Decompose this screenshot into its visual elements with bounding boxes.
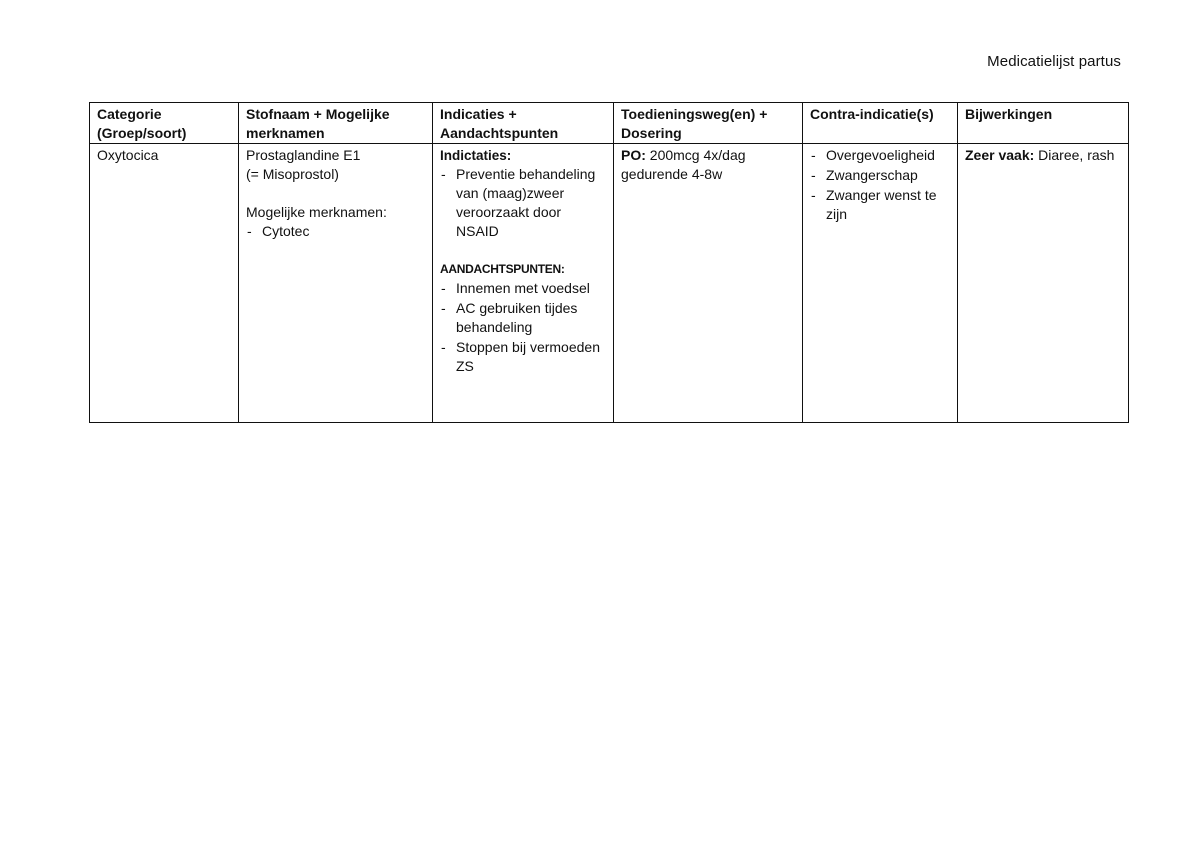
substance-alias: (= Misoprostol) [246,166,339,182]
list-item: - Overgevoeligheid [810,146,951,165]
column-header-indications: Indicaties + Aandachtspunten [433,103,614,144]
dosage-text: 200mcg 4x/dag gedurende 4-8w [621,147,746,182]
table-row [90,144,1129,423]
brands-label: Mogelijke merknamen: [246,204,387,220]
list-item: - Zwangerschap [810,166,951,185]
column-header-side-effects: Bijwerkingen [958,103,1129,144]
column-header-substance: Stofnaam + Mogelijke merknamen [239,103,433,144]
side-effects-label: Zeer vaak: [965,147,1035,163]
cell-contraindications [803,144,958,423]
cell-dosage [614,144,803,423]
attention-list [440,279,607,376]
cell-category [90,144,239,423]
brand-list [246,222,426,241]
cell-side-effects [958,144,1129,423]
medication-table [89,102,1129,423]
contraindication-list [810,146,951,224]
column-header-dosage: Toedieningsweg(en) + Dosering [614,103,803,144]
list-item: - Zwanger wenst te zijn [810,186,951,224]
indication-list [440,165,607,241]
column-header-contraindications: Contra-indicatie(s) [803,103,958,144]
list-item: - Cytotec [246,222,426,241]
list-item: - Innemen met voedsel [440,279,607,298]
category-value: Oxytocica [97,147,159,163]
substance-name: Prostaglandine E1 [246,147,361,163]
route-label: PO: [621,147,646,163]
document-title: Medicatielijst partus [987,53,1121,70]
cell-indications [433,144,614,423]
list-item: - Stoppen bij vermoeden ZS [440,338,607,376]
list-item: - Preventie behandeling van (maag)zweer veroorzaakt door NSAID [440,165,607,241]
cell-substance [239,144,433,423]
attention-label: AANDACHTSPUNTEN: [440,262,565,276]
column-header-category: Categorie (Groep/soort) [90,103,239,144]
table-header-row [90,103,1129,144]
indications-label: Indictaties: [440,148,512,163]
list-item: - AC gebruiken tijdes behandeling [440,299,607,337]
side-effects-text: Diaree, rash [1038,147,1115,163]
